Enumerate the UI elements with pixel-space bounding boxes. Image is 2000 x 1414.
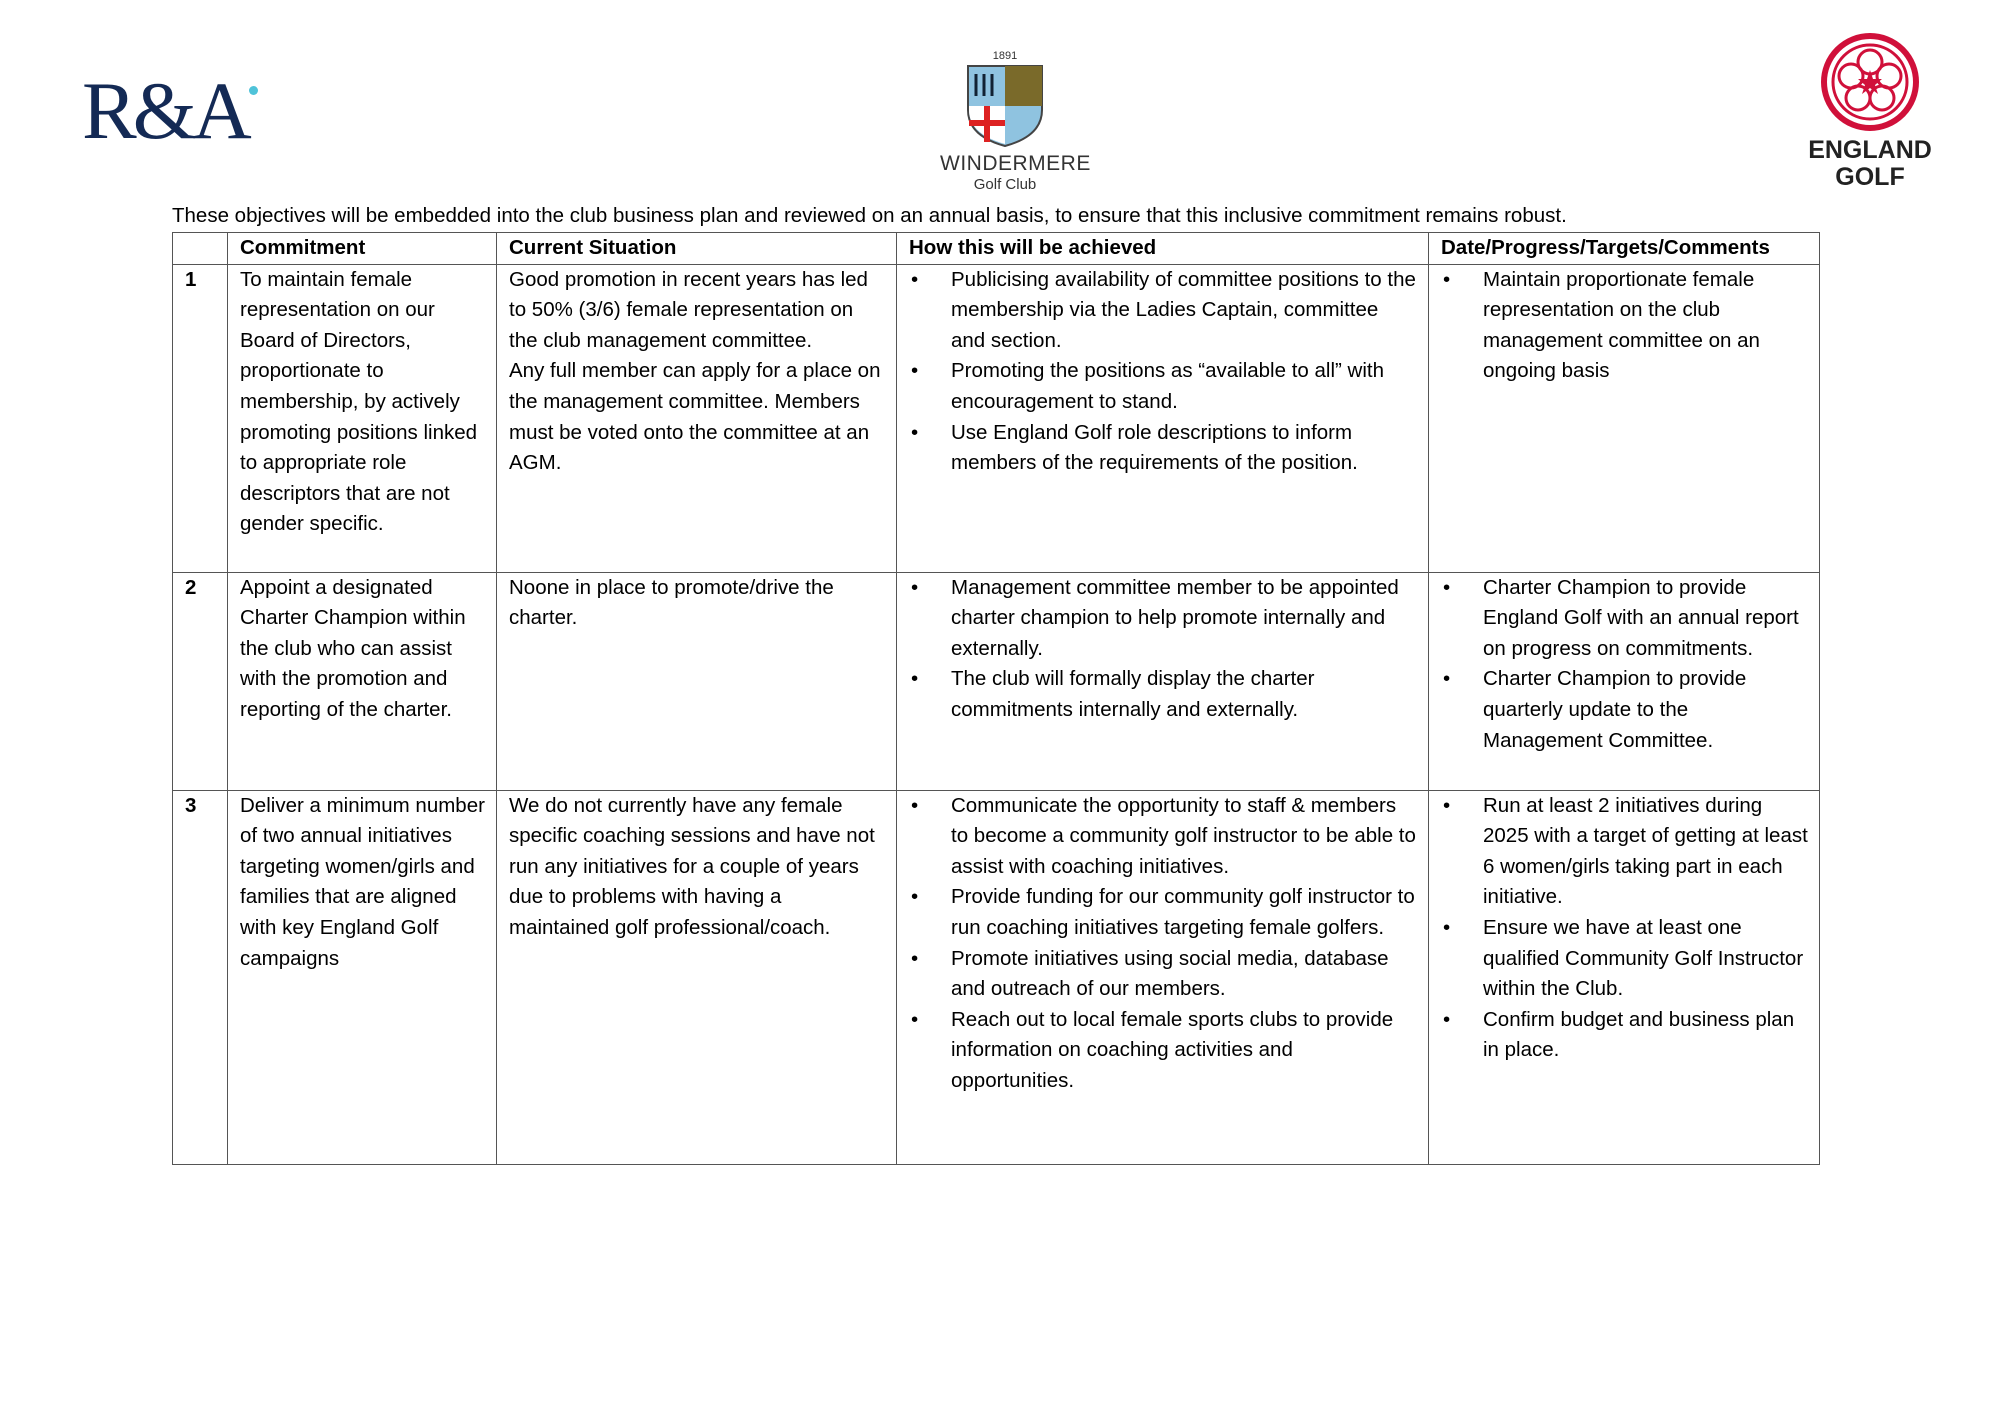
row-number: 1: [173, 264, 228, 572]
club-year: 1891: [992, 50, 1018, 62]
progress-cell: [1429, 790, 1820, 1164]
header-how: How this will be achieved: [897, 233, 1429, 265]
list-item: • Use England Golf role descriptions to inform members of the requirements of the position.: [909, 418, 1418, 479]
situation-text: Noone in place to promote/drive the charter.: [509, 575, 834, 630]
england-golf-line2: GOLF: [1835, 163, 1905, 191]
header-situation: Current Situation: [497, 233, 897, 265]
situation-cell: [497, 572, 897, 790]
club-name: WINDERMERE: [940, 152, 1091, 175]
list-item: • Reach out to local female sports clubs to provide information on coaching activities and opportunities.: [909, 1005, 1418, 1097]
list-item: • Provide funding for our community golf instructor to run coaching initiatives targeting female golfers.: [909, 882, 1418, 943]
commitments-table: [172, 232, 1820, 1165]
list-item: • Charter Champion to provide England Golf with an annual report on progress on commitments.: [1441, 573, 1809, 665]
progress-cell: [1429, 572, 1820, 790]
england-golf-logo: [1800, 32, 1940, 191]
england-golf-line1: ENGLAND: [1808, 136, 1932, 164]
header-progress: Date/Progress/Targets/Comments: [1429, 233, 1820, 265]
how-cell: [897, 790, 1429, 1164]
table-row: [173, 790, 1820, 1164]
list-item: • Promoting the positions as “available to all” with encouragement to stand.: [909, 356, 1418, 417]
england-golf-rose-icon: [1820, 32, 1920, 132]
list-item: • Promote initiatives using social media, database and outreach of our members.: [909, 944, 1418, 1005]
ra-logo-text: R&A: [82, 65, 248, 156]
table-row: [173, 264, 1820, 572]
situation-text: Any full member can apply for a place on the management committee. Members must be voted onto the committee at an AGM.: [509, 359, 881, 475]
list-item: • Run at least 2 initiatives during 2025 with a target of getting at least 6 women/girls taking part in each initiative.: [1441, 791, 1809, 913]
header-num: [173, 233, 228, 265]
club-subtitle: Golf Club: [973, 176, 1037, 193]
list-item: • Ensure we have at least one qualified Community Golf Instructor within the Club.: [1441, 913, 1809, 1005]
table-row: [173, 572, 1820, 790]
commitment-cell: Appoint a designated Charter Champion within the club who can assist with the promotion and reporting of the charter.: [228, 572, 497, 790]
list-item: • The club will formally display the charter commitments internally and externally.: [909, 664, 1418, 725]
windermere-golf-club-logo: [940, 50, 1091, 193]
progress-cell: [1429, 264, 1820, 572]
situation-cell: [497, 264, 897, 572]
club-crest-icon: [966, 64, 1044, 148]
table-header-row: [173, 233, 1820, 265]
list-item: • Confirm budget and business plan in place.: [1441, 1005, 1809, 1066]
row-number: 2: [173, 572, 228, 790]
situation-text: Good promotion in recent years has led to 50% (3/6) female representation on the club management committee.: [509, 267, 868, 352]
situation-text: We do not currently have any female specific coaching sessions and have not run any initiatives for a couple of years due to problems with having a maintained golf professional/coach.: [509, 793, 875, 939]
how-cell: [897, 264, 1429, 572]
intro-text: These objectives will be embedded into the club business plan and reviewed on an annual basis, to ensure that this inclusive commitment remains robust.: [172, 204, 1567, 227]
header-commitment: Commitment: [228, 233, 497, 265]
commitment-cell: Deliver a minimum number of two annual initiatives targeting women/girls and families that are aligned with key England Golf campaigns: [228, 790, 497, 1164]
situation-cell: [497, 790, 897, 1164]
ra-logo: [82, 65, 248, 156]
list-item: • Communicate the opportunity to staff & members to become a community golf instructor to be able to assist with coaching initiatives.: [909, 791, 1418, 883]
how-cell: [897, 572, 1429, 790]
list-item: • Publicising availability of committee positions to the membership via the Ladies Captain, committee and section.: [909, 265, 1418, 357]
list-item: • Management committee member to be appointed charter champion to help promote internally and externally.: [909, 573, 1418, 665]
list-item: • Charter Champion to provide quarterly update to the Management Committee.: [1441, 664, 1809, 756]
list-item: • Maintain proportionate female representation on the club management committee on an ongoing basis: [1441, 265, 1809, 387]
row-number: 3: [173, 790, 228, 1164]
commitment-cell: To maintain female representation on our Board of Directors, proportionate to membership, by actively promoting positions linked to appropriate role descriptors that are not gender specific.: [228, 264, 497, 572]
